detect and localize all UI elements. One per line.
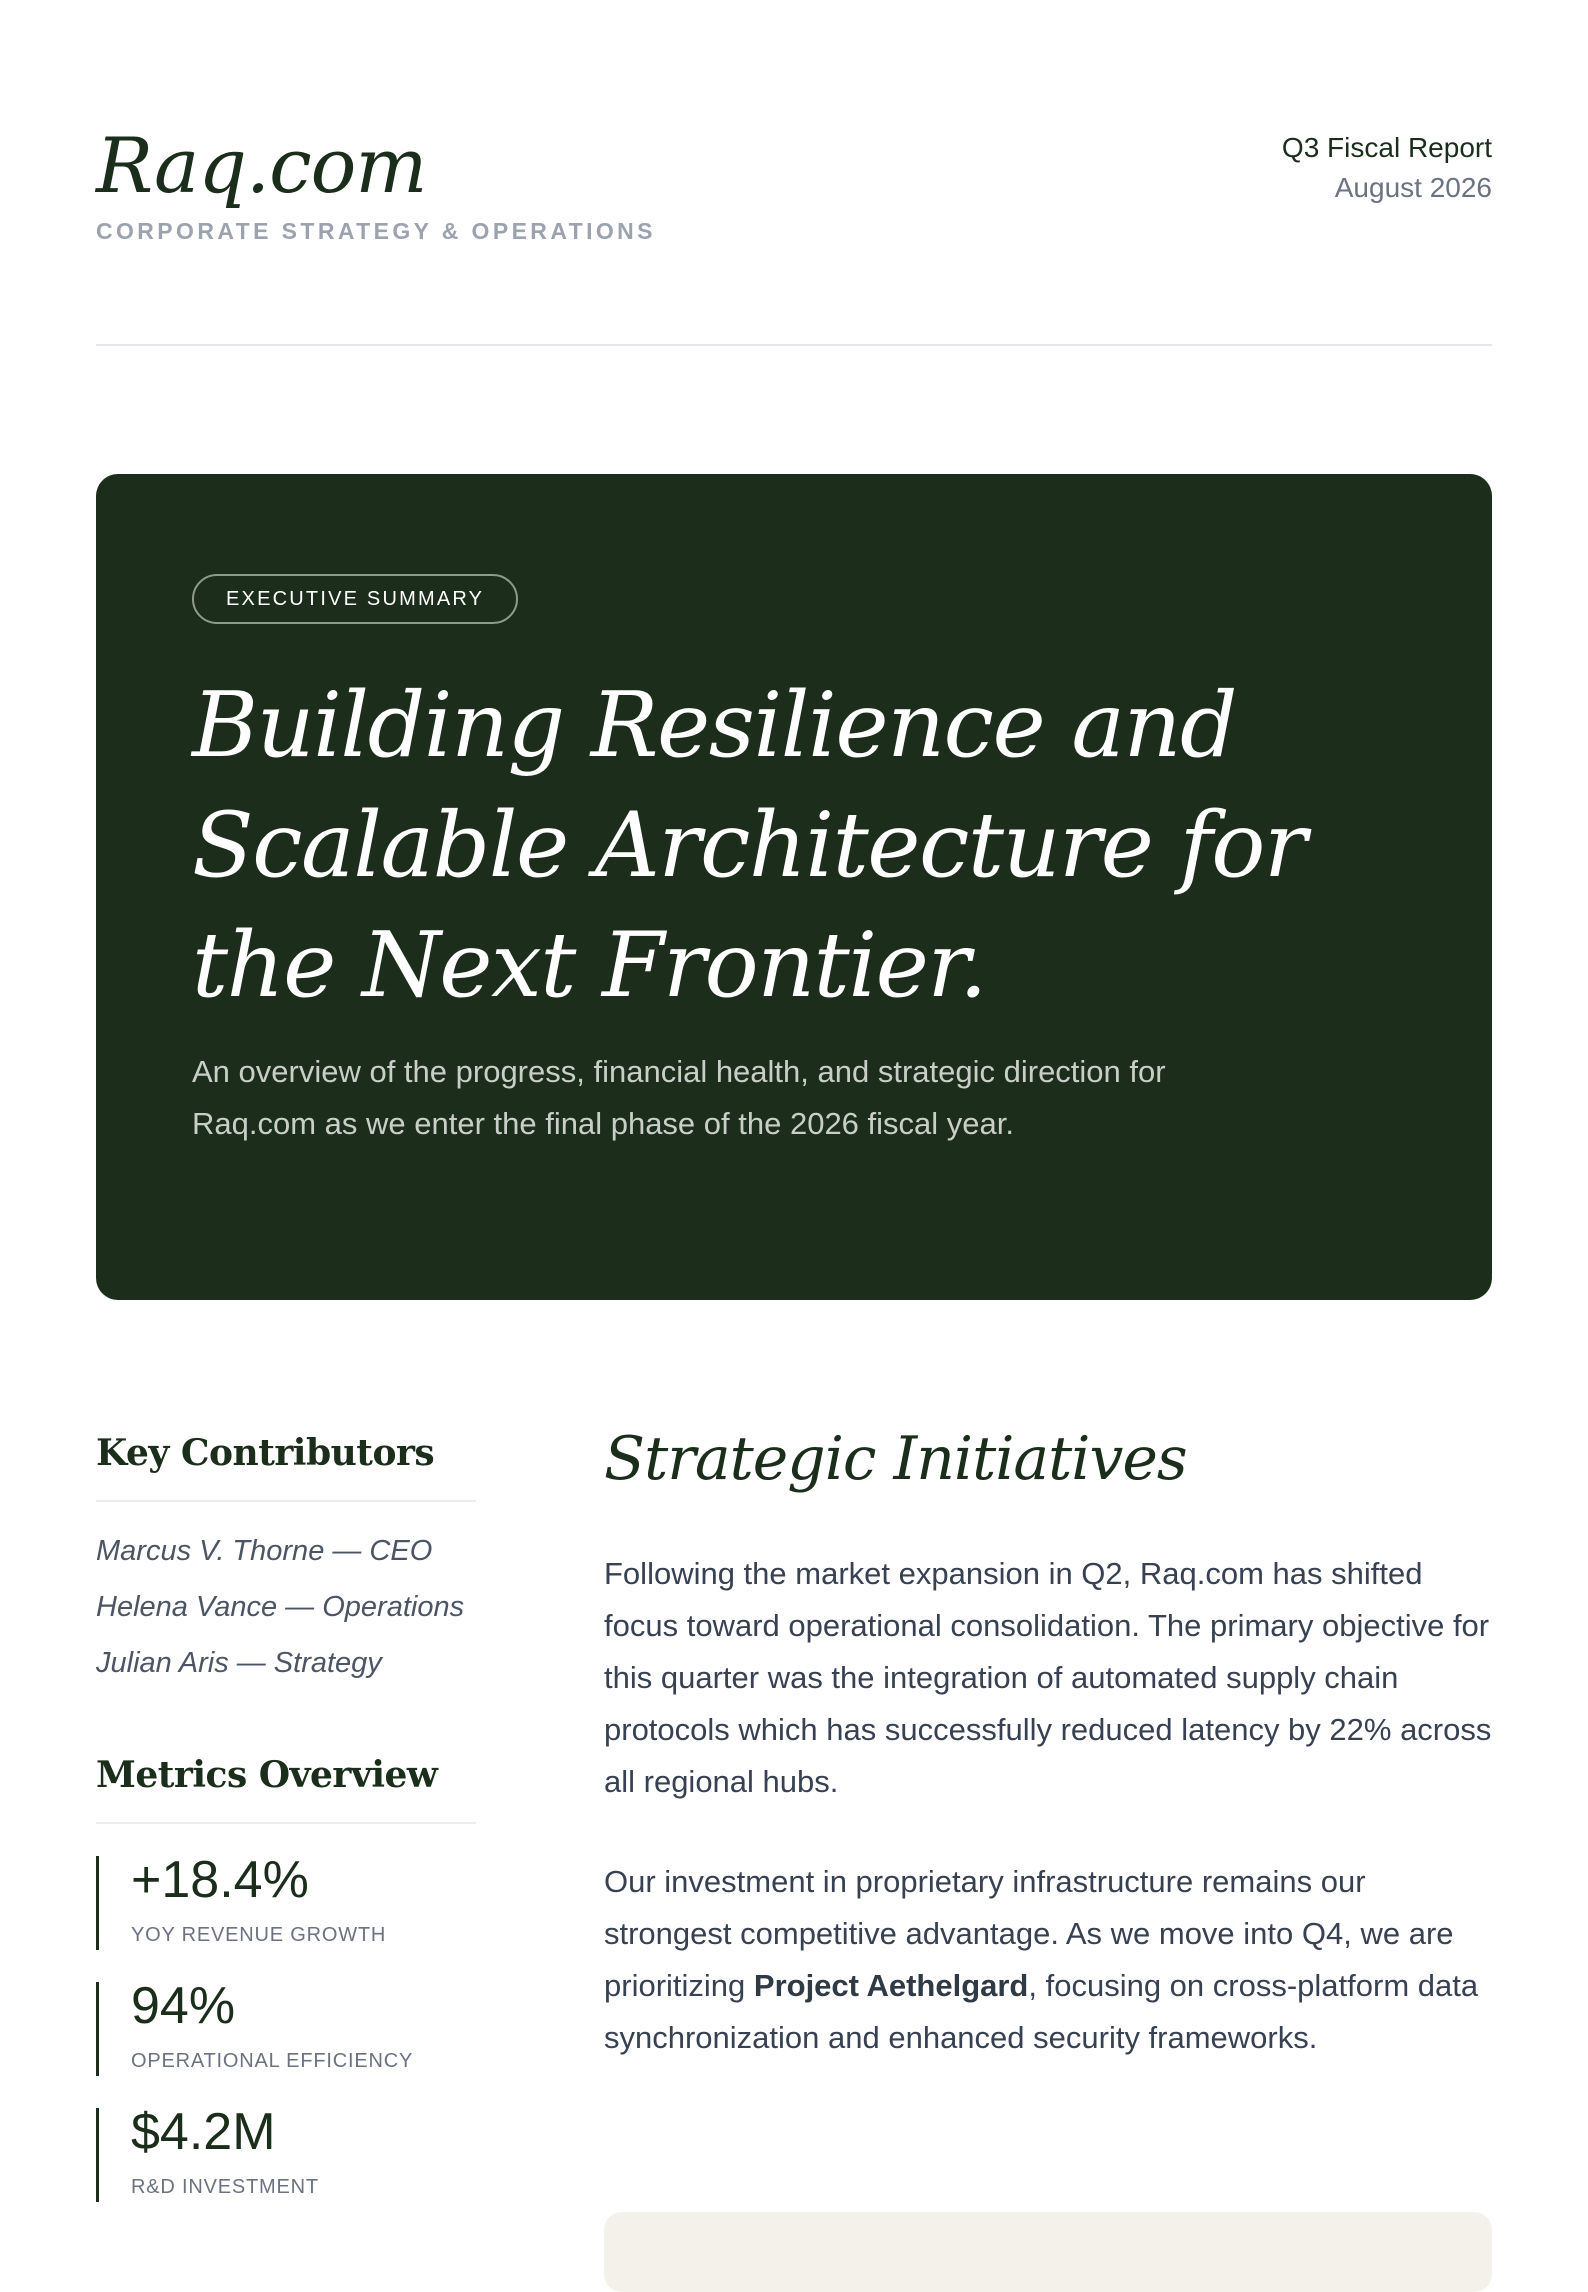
strategic-initiatives-heading: Strategic Initiatives — [604, 1424, 1187, 1494]
hero-title: Building Resilience and Scalable Architecture for the Next Frontier. — [192, 673, 1306, 1018]
hero-description: An overview of the progress, financial health, and strategic direction for Raq.com as we enter the final phase of the 2026 fiscal year. — [192, 1054, 1166, 1141]
metrics-divider — [96, 1822, 476, 1824]
metric-operational-efficiency — [96, 1977, 426, 2076]
contributors-divider — [96, 1500, 476, 1502]
project-name-emphasis: Project Aethelgard — [753, 1968, 1029, 2003]
paragraph-text: Our investment in proprietary infrastructure remains our strongest competitive advantage. As we move into Q4, we are prioritizing — [604, 1864, 1454, 2003]
metric-label: YOY REVENUE GROWTH — [131, 1924, 387, 1946]
metrics-heading: Metrics Overview — [96, 1754, 438, 1796]
metric-label: OPERATIONAL EFFICIENCY — [131, 2050, 414, 2072]
paragraph-text: , focusing on cross-platform data synchronization and enhanced security frameworks. — [604, 1968, 1479, 2055]
report-title: Q3 Fiscal Report — [1281, 132, 1492, 163]
header-divider — [96, 344, 1492, 346]
contributors-heading: Key Contributors — [96, 1432, 435, 1474]
metric-value: +18.4% — [131, 1851, 309, 1909]
contributor-item: Julian Aris — Strategy — [96, 1647, 382, 1679]
brand-logo: Raq.com — [96, 121, 427, 210]
metric-rd-investment — [96, 2103, 426, 2202]
callout-box — [604, 2212, 1492, 2292]
metric-value: $4.2M — [131, 2103, 276, 2161]
initiatives-paragraph-1: Following the market expansion in Q2, Raq.com has shifted focus toward operational consolidation. The primary objective for this quarter was the integration of automated supply chain protocols which has successfully reduced latency by 22% across all regional hubs. — [604, 1556, 1492, 1799]
executive-summary-badge: EXECUTIVE SUMMARY — [192, 574, 518, 624]
brand-subtitle: CORPORATE STRATEGY & OPERATIONS — [96, 218, 656, 244]
contributor-item: Marcus V. Thorne — CEO — [96, 1535, 433, 1567]
metric-revenue-growth — [96, 1851, 426, 1950]
initiatives-paragraph-2 — [604, 1856, 1492, 2064]
executive-summary-hero — [96, 474, 1492, 1300]
metric-label: R&D INVESTMENT — [131, 2176, 319, 2198]
contributor-item: Helena Vance — Operations — [96, 1591, 465, 1623]
report-date: August 2026 — [1334, 172, 1492, 203]
metric-value: 94% — [131, 1977, 236, 2035]
